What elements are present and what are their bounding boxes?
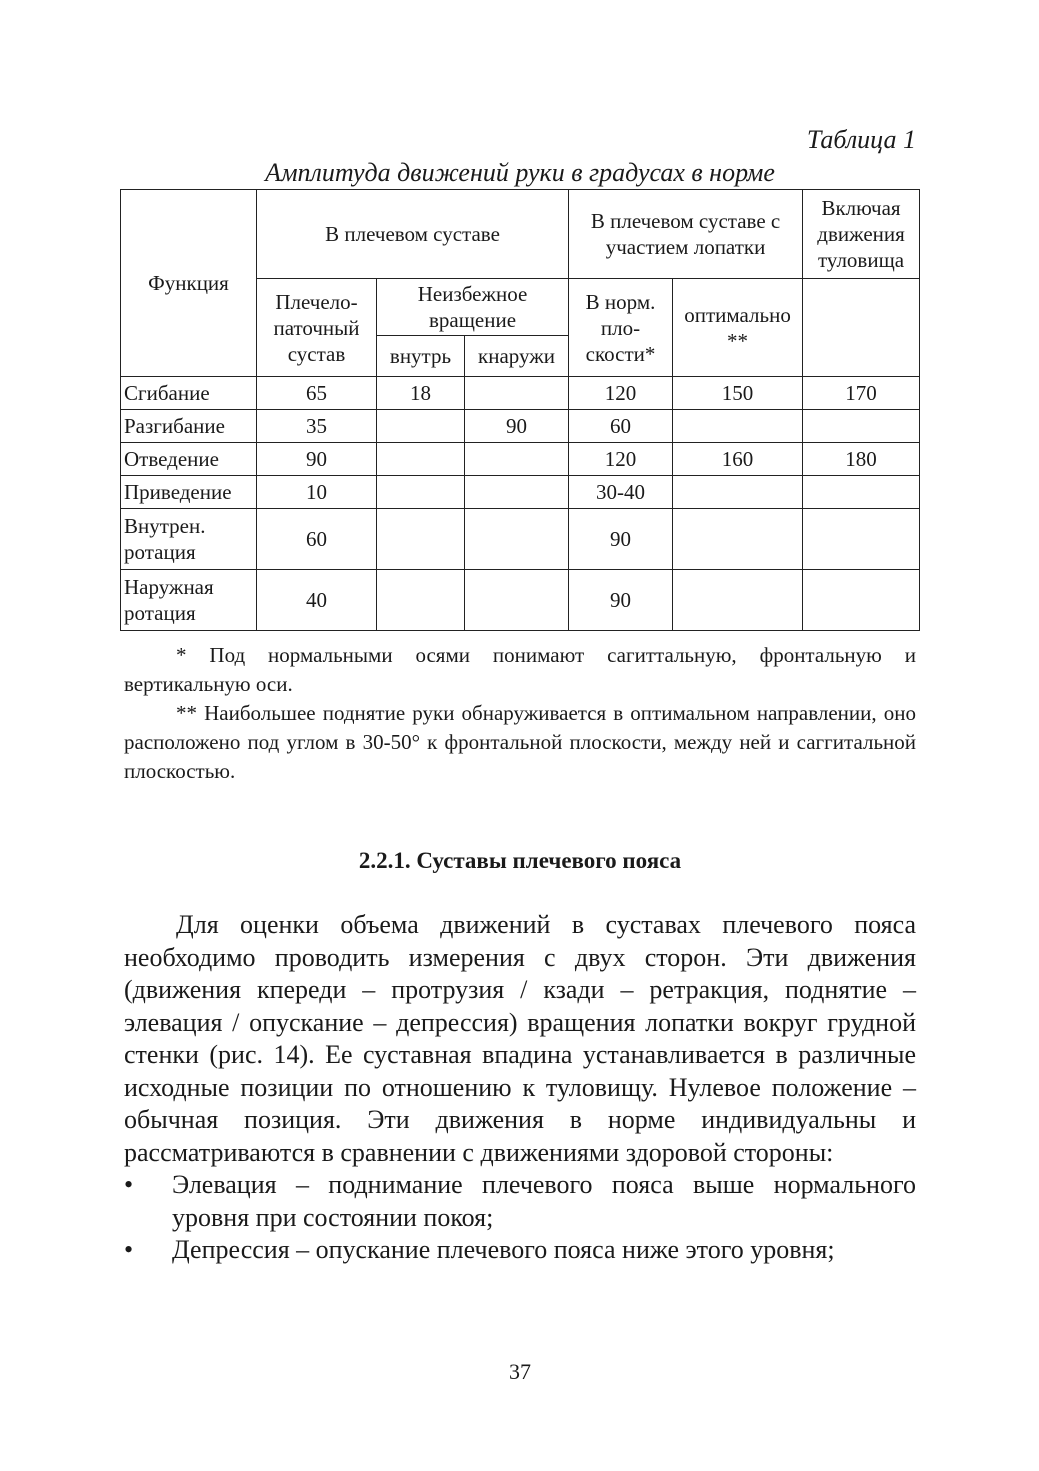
list-item bbox=[124, 1234, 916, 1267]
cell-normal: 60 bbox=[569, 410, 673, 443]
cell-function: Отведение bbox=[121, 443, 257, 476]
cell-trunk bbox=[803, 476, 920, 509]
amplitude-table bbox=[120, 189, 920, 631]
header-function: Функция bbox=[121, 190, 257, 377]
cell-glenohumeral: 10 bbox=[257, 476, 377, 509]
table-row bbox=[121, 410, 920, 443]
cell-optimal bbox=[673, 410, 803, 443]
cell-rot-out: 90 bbox=[465, 410, 569, 443]
cell-optimal bbox=[673, 570, 803, 631]
header-rotation: Неизбежное вращение bbox=[377, 279, 569, 336]
cell-function: Наружная ротация bbox=[121, 570, 257, 631]
header-optimal: оптимально ** bbox=[673, 279, 803, 377]
section-title: 2.2.1. Суставы плечевого пояса bbox=[358, 848, 682, 873]
cell-normal: 90 bbox=[569, 570, 673, 631]
cell-normal: 90 bbox=[569, 509, 673, 570]
cell-rot-in bbox=[377, 570, 465, 631]
header-trunk-empty bbox=[803, 279, 920, 377]
cell-trunk bbox=[803, 410, 920, 443]
cell-trunk bbox=[803, 509, 920, 570]
cell-optimal: 160 bbox=[673, 443, 803, 476]
cell-rot-out bbox=[465, 377, 569, 410]
cell-rot-out bbox=[465, 570, 569, 631]
cell-glenohumeral: 90 bbox=[257, 443, 377, 476]
cell-trunk: 180 bbox=[803, 443, 920, 476]
list-item-text: Элевация – поднимание плечевого пояса выше нормального уровня при состоянии покоя; bbox=[172, 1170, 916, 1232]
header-with-scapula: В плечевом суставе с участием лопатки bbox=[569, 190, 803, 279]
cell-normal: 120 bbox=[569, 443, 673, 476]
page-number: 37 bbox=[509, 1359, 531, 1384]
table-footnotes bbox=[124, 641, 916, 786]
footnote-normal-axes: * Под нормальными осями понимают сагиттальную, фронтальную и вертикальную оси. bbox=[124, 643, 916, 696]
table-row bbox=[121, 443, 920, 476]
list-item-text: Депрессия – опускание плечевого пояса ниже этого уровня; bbox=[172, 1235, 835, 1264]
header-normal-planes: В норм. пло-скости* bbox=[569, 279, 673, 377]
cell-rot-out bbox=[465, 509, 569, 570]
table-row bbox=[121, 509, 920, 570]
header-rotation-in: внутрь bbox=[377, 336, 465, 377]
cell-rot-in: 18 bbox=[377, 377, 465, 410]
header-with-trunk: Включая движения туловища bbox=[803, 190, 920, 279]
cell-glenohumeral: 60 bbox=[257, 509, 377, 570]
cell-function: Внутрен. ротация bbox=[121, 509, 257, 570]
cell-function: Разгибание bbox=[121, 410, 257, 443]
table-label: Таблица 1 bbox=[806, 125, 916, 154]
body-paragraph: Для оценки объема движений в суставах плечевого пояса необходимо проводить измерения с двух сторон. Эти движения (движения кпереди – протрузия / кзади – ретракция, поднятие – элевация / опускание – депрессия) вращения лопатки вокруг грудной стенки (рис. 14). Ее суставная впадина устанавливается в различные исходные позиции по отношению к туловищу. Нулевое положение – обычная позиция. Эти движения в норме индивидуальны и рассматриваются в сравнении с движениями здоровой стороны: bbox=[124, 910, 916, 1167]
table-row bbox=[121, 377, 920, 410]
list-item bbox=[124, 1169, 916, 1234]
cell-glenohumeral: 40 bbox=[257, 570, 377, 631]
cell-normal: 120 bbox=[569, 377, 673, 410]
bullet-icon: • bbox=[124, 1170, 134, 1199]
cell-glenohumeral: 35 bbox=[257, 410, 377, 443]
cell-rot-in bbox=[377, 476, 465, 509]
header-row-1 bbox=[121, 190, 920, 279]
bullet-icon: • bbox=[124, 1235, 134, 1264]
header-rotation-out: кнаружи bbox=[465, 336, 569, 377]
cell-rot-in bbox=[377, 410, 465, 443]
cell-trunk: 170 bbox=[803, 377, 920, 410]
table-caption: Амплитуда движений руки в градусах в норме bbox=[265, 158, 775, 187]
header-shoulder-joint: В плечевом суставе bbox=[257, 190, 569, 279]
cell-optimal bbox=[673, 509, 803, 570]
cell-optimal: 150 bbox=[673, 377, 803, 410]
cell-rot-in bbox=[377, 443, 465, 476]
cell-normal: 30-40 bbox=[569, 476, 673, 509]
cell-rot-in bbox=[377, 509, 465, 570]
header-glenohumeral: Плечело-паточный сустав bbox=[257, 279, 377, 377]
cell-function: Сгибание bbox=[121, 377, 257, 410]
cell-rot-out bbox=[465, 476, 569, 509]
cell-trunk bbox=[803, 570, 920, 631]
bullet-list bbox=[124, 1169, 916, 1267]
table-row bbox=[121, 476, 920, 509]
footnote-optimal-direction: ** Наибольшее поднятие руки обнаруживается в оптимальном направлении, оно расположено под углом в 30-50° к фронтальной плоскости, между ней и саггитальной плоскостью. bbox=[124, 701, 916, 783]
body-text bbox=[124, 909, 916, 1267]
table-row bbox=[121, 570, 920, 631]
cell-glenohumeral: 65 bbox=[257, 377, 377, 410]
cell-function: Приведение bbox=[121, 476, 257, 509]
cell-rot-out bbox=[465, 443, 569, 476]
cell-optimal bbox=[673, 476, 803, 509]
